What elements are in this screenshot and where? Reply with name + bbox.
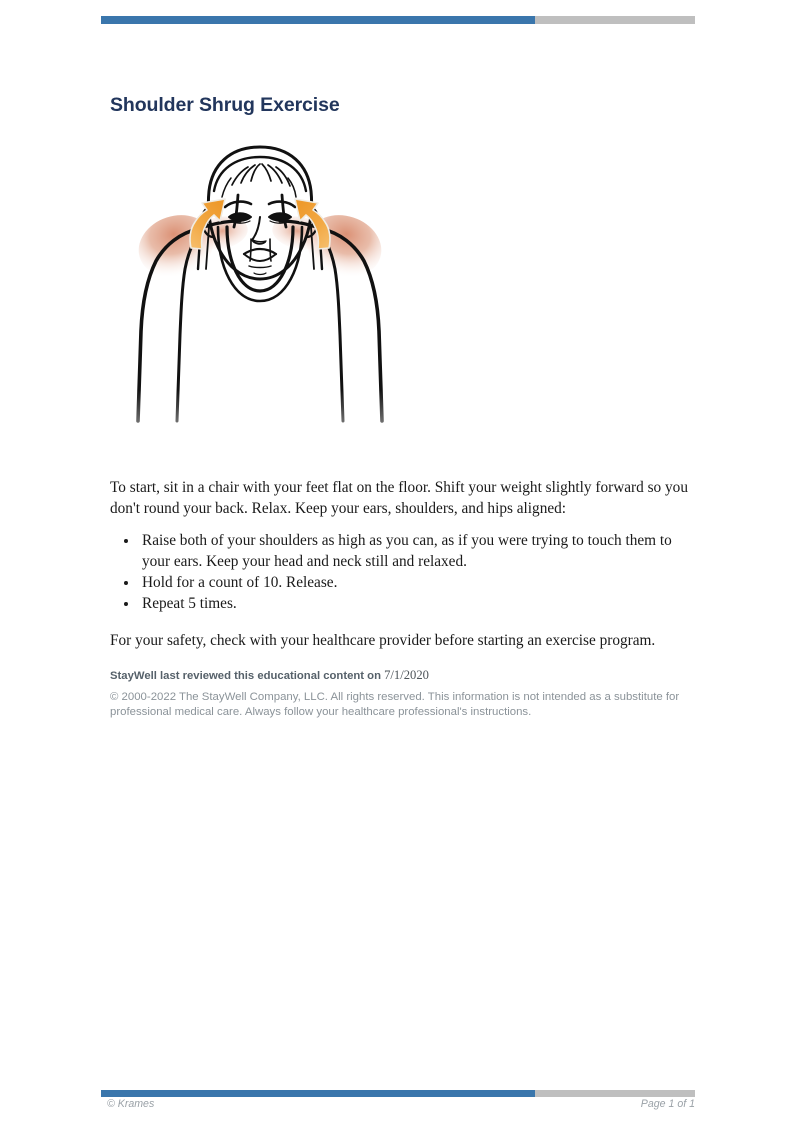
- footer-rule-track: [535, 1090, 695, 1097]
- page-title: Shoulder Shrug Exercise: [110, 94, 340, 116]
- exercise-illustration: [110, 135, 410, 455]
- exercise-instructions: [110, 478, 695, 652]
- list-item: • Hold for a count of 10. Release.: [139, 573, 695, 594]
- header-rule-accent: [101, 16, 535, 24]
- footer-rule-accent: [101, 1090, 535, 1097]
- review-label: StayWell last reviewed this educational content on: [110, 670, 381, 682]
- footer: [101, 1098, 695, 1114]
- footer-copyright: © Krames: [107, 1098, 155, 1110]
- copyright-text: © 2000-2022 The StayWell Company, LLC. All rights reserved. This information is not intended as a substitute for professional medical care. Always follow your healthcare professional's instructions.: [110, 691, 680, 718]
- illustration-svg: [110, 135, 410, 455]
- footer-rule: [101, 1090, 695, 1097]
- header-rule: [101, 16, 695, 24]
- steps-list: [110, 531, 695, 614]
- footer-page-number: Page 1 of 1: [640, 1098, 695, 1110]
- list-item: • Raise both of your shoulders as high as you can, as if you were trying to touch them to your ears. Keep your head and neck still and relaxed.: [139, 531, 695, 572]
- attribution-block: [110, 668, 695, 719]
- intro-paragraph: To start, sit in a chair with your feet flat on the floor. Shift your weight slightly forward so you don't round your back. Relax. Keep your ears, shoulders, and hips aligned:: [110, 479, 688, 517]
- safety-paragraph: For your safety, check with your healthcare provider before starting an exercise program.: [110, 632, 656, 649]
- list-item: • Repeat 5 times.: [139, 594, 695, 615]
- review-date: 7/1/2020: [380, 668, 429, 682]
- bottom-fade: [110, 390, 410, 455]
- header-rule-track: [535, 16, 695, 24]
- review-line: [110, 668, 695, 684]
